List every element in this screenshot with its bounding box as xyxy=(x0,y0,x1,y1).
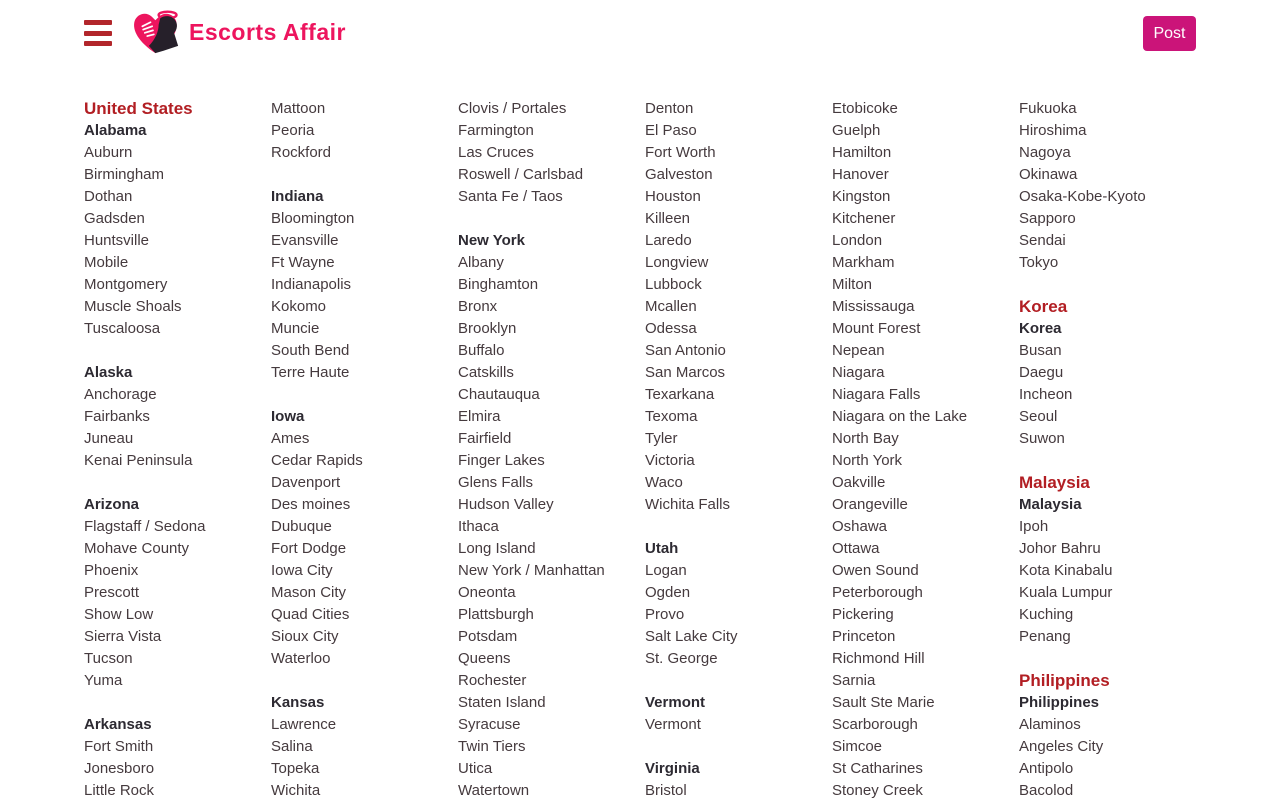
state-header: Indiana xyxy=(271,188,324,205)
city-link[interactable]: Ottawa xyxy=(832,540,880,557)
city-link[interactable]: Oneonta xyxy=(458,584,516,601)
hamburger-bar xyxy=(84,41,112,46)
city-link[interactable]: Birmingham xyxy=(84,166,165,183)
city-link[interactable]: Quad Cities xyxy=(271,606,350,623)
city-link[interactable]: Twin Tiers xyxy=(458,738,526,755)
city-link[interactable]: New York / Manhattan xyxy=(458,562,605,579)
city-link[interactable]: South Bend xyxy=(271,342,350,359)
city-link[interactable]: El Paso xyxy=(645,122,697,139)
city-link[interactable]: Flagstaff / Sedona xyxy=(84,518,206,535)
city-link[interactable]: Iowa City xyxy=(271,562,333,579)
city-link[interactable]: North York xyxy=(832,452,903,469)
spacer xyxy=(271,384,458,406)
state-header: Kansas xyxy=(271,694,325,711)
city-link[interactable]: Jonesboro xyxy=(84,760,155,777)
city-link[interactable]: Oakville xyxy=(832,474,886,491)
state-header: Korea xyxy=(1019,320,1062,337)
country-header: Korea xyxy=(1019,297,1068,316)
city-link[interactable]: Mount Forest xyxy=(832,320,921,337)
state-header: Arizona xyxy=(84,496,140,513)
city-link[interactable]: Kuala Lumpur xyxy=(1019,584,1113,601)
city-link[interactable]: Fort Worth xyxy=(645,144,716,161)
city-link[interactable]: Potsdam xyxy=(458,628,518,645)
city-link[interactable]: Juneau xyxy=(84,430,134,447)
city-link[interactable]: Bristol xyxy=(645,782,687,799)
city-link[interactable]: Rochester xyxy=(458,672,527,689)
city-link[interactable]: Tuscaloosa xyxy=(84,320,161,337)
spacer xyxy=(271,670,458,692)
post-button[interactable]: Post xyxy=(1143,16,1196,51)
city-link[interactable]: Muncie xyxy=(271,320,320,337)
state-header: Philippines xyxy=(1019,694,1100,711)
city-link[interactable]: Orangeville xyxy=(832,496,908,513)
city-link[interactable]: Angeles City xyxy=(1019,738,1104,755)
city-link[interactable]: Victoria xyxy=(645,452,695,469)
city-link[interactable]: Fairfield xyxy=(458,430,512,447)
city-link[interactable]: Dothan xyxy=(84,188,133,205)
city-link[interactable]: Kitchener xyxy=(832,210,896,227)
city-link[interactable]: Ithaca xyxy=(458,518,499,535)
hamburger-bar xyxy=(84,20,112,25)
city-link[interactable]: Queens xyxy=(458,650,511,667)
city-link[interactable]: Anchorage xyxy=(84,386,157,403)
city-link[interactable]: Wichita xyxy=(271,782,321,799)
city-link[interactable]: Kota Kinabalu xyxy=(1019,562,1113,579)
state-header: Malaysia xyxy=(1019,496,1082,513)
city-link[interactable]: Penang xyxy=(1019,628,1071,645)
city-link[interactable]: Des moines xyxy=(271,496,351,513)
city-link[interactable]: Roswell / Carlsbad xyxy=(458,166,584,183)
country-header: United States xyxy=(84,99,193,118)
city-link[interactable]: Logan xyxy=(645,562,687,579)
state-header: Arkansas xyxy=(84,716,152,733)
city-link[interactable]: Mattoon xyxy=(271,100,326,117)
city-link[interactable]: Busan xyxy=(1019,342,1062,359)
city-link[interactable]: Niagara on the Lake xyxy=(832,408,968,425)
city-link[interactable]: Texarkana xyxy=(645,386,715,403)
city-link[interactable]: Killeen xyxy=(645,210,691,227)
hamburger-bar xyxy=(84,31,112,36)
city-link[interactable]: Richmond Hill xyxy=(832,650,925,667)
city-link[interactable]: Ogden xyxy=(645,584,691,601)
city-link[interactable]: Galveston xyxy=(645,166,713,183)
city-link[interactable]: Kokomo xyxy=(271,298,327,315)
city-link[interactable]: Laredo xyxy=(645,232,692,249)
city-link[interactable]: Ames xyxy=(271,430,310,447)
city-link[interactable]: Elmira xyxy=(458,408,501,425)
city-link[interactable]: Finger Lakes xyxy=(458,452,545,469)
city-link[interactable]: Antipolo xyxy=(1019,760,1074,777)
city-link[interactable]: Longview xyxy=(645,254,709,271)
city-link[interactable]: Santa Fe / Taos xyxy=(458,188,563,205)
spacer xyxy=(1019,648,1206,670)
city-link[interactable]: Niagara Falls xyxy=(832,386,921,403)
city-link[interactable]: Hiroshima xyxy=(1019,122,1087,139)
city-link[interactable]: Kingston xyxy=(832,188,891,205)
hamburger-menu-icon[interactable] xyxy=(84,19,112,47)
city-link[interactable]: Las Cruces xyxy=(458,144,534,161)
state-header: Alabama xyxy=(84,122,147,139)
locations-column-1 xyxy=(84,98,271,800)
city-link[interactable]: Brooklyn xyxy=(458,320,517,337)
city-link[interactable]: Salina xyxy=(271,738,313,755)
city-link[interactable]: Syracuse xyxy=(458,716,521,733)
city-link[interactable]: Sapporo xyxy=(1019,210,1076,227)
city-link[interactable]: Sault Ste Marie xyxy=(832,694,935,711)
city-link[interactable]: Kenai Peninsula xyxy=(84,452,193,469)
city-link[interactable]: Rockford xyxy=(271,144,332,161)
city-link[interactable]: Bloomington xyxy=(271,210,355,227)
city-link[interactable]: Gadsden xyxy=(84,210,145,227)
city-link[interactable]: Watertown xyxy=(458,782,530,799)
state-header: Virginia xyxy=(645,760,700,777)
city-link[interactable]: Kuching xyxy=(1019,606,1074,623)
locations-column-5 xyxy=(832,98,1019,800)
city-link[interactable]: Chautauqua xyxy=(458,386,540,403)
city-link[interactable]: Hanover xyxy=(832,166,889,183)
city-link[interactable]: Mcallen xyxy=(645,298,697,315)
city-link[interactable]: Clovis / Portales xyxy=(458,100,567,117)
city-link[interactable]: Ipoh xyxy=(1019,518,1049,535)
city-link[interactable]: Vermont xyxy=(645,716,701,733)
state-header: Vermont xyxy=(645,694,706,711)
city-link[interactable]: Lubbock xyxy=(645,276,702,293)
city-link[interactable]: Glens Falls xyxy=(458,474,534,491)
spacer xyxy=(458,208,645,230)
state-header: Iowa xyxy=(271,408,305,425)
city-link[interactable]: Salt Lake City xyxy=(645,628,738,645)
city-link[interactable]: Osaka-Kobe-Kyoto xyxy=(1019,188,1146,205)
city-link[interactable]: Seoul xyxy=(1019,408,1058,425)
city-link[interactable]: Auburn xyxy=(84,144,133,161)
city-link[interactable]: Pickering xyxy=(832,606,894,623)
city-link[interactable]: Tucson xyxy=(84,650,133,667)
city-link[interactable]: San Marcos xyxy=(645,364,726,381)
city-link[interactable]: Huntsville xyxy=(84,232,150,249)
city-link[interactable]: Binghamton xyxy=(458,276,539,293)
city-link[interactable]: Long Island xyxy=(458,540,536,557)
city-link[interactable]: Wichita Falls xyxy=(645,496,731,513)
city-link[interactable]: Tyler xyxy=(645,430,678,447)
country-header: Philippines xyxy=(1019,671,1110,690)
heart-logo-icon xyxy=(131,8,183,56)
state-header: Alaska xyxy=(84,364,133,381)
city-link[interactable]: Sioux City xyxy=(271,628,339,645)
city-link[interactable]: Ft Wayne xyxy=(271,254,335,271)
city-link[interactable]: Milton xyxy=(832,276,873,293)
city-link[interactable]: Topeka xyxy=(271,760,320,777)
city-link[interactable]: St Catharines xyxy=(832,760,923,777)
city-link[interactable]: Fort Smith xyxy=(84,738,154,755)
locations-grid xyxy=(0,70,1280,800)
city-link[interactable]: Cedar Rapids xyxy=(271,452,363,469)
city-link[interactable]: Catskills xyxy=(458,364,514,381)
city-link[interactable]: Stoney Creek xyxy=(832,782,923,799)
city-link[interactable]: Waco xyxy=(645,474,683,491)
locations-column-2 xyxy=(271,98,458,800)
city-link[interactable]: Provo xyxy=(645,606,685,623)
city-link[interactable]: Tokyo xyxy=(1019,254,1059,271)
city-link[interactable]: Evansville xyxy=(271,232,339,249)
city-link[interactable]: Prescott xyxy=(84,584,140,601)
city-link[interactable]: Montgomery xyxy=(84,276,168,293)
city-link[interactable]: Odessa xyxy=(645,320,697,337)
city-link[interactable]: Show Low xyxy=(84,606,154,623)
city-link[interactable]: Peoria xyxy=(271,122,315,139)
spacer xyxy=(645,736,832,758)
city-link[interactable]: Albany xyxy=(458,254,504,271)
city-link[interactable]: Phoenix xyxy=(84,562,139,579)
city-link[interactable]: Mobile xyxy=(84,254,129,271)
locations-column-6 xyxy=(1019,98,1206,800)
city-link[interactable]: Sendai xyxy=(1019,232,1066,249)
city-link[interactable]: Daegu xyxy=(1019,364,1064,381)
city-link[interactable]: Oshawa xyxy=(832,518,888,535)
city-link[interactable]: Farmington xyxy=(458,122,534,139)
top-bar xyxy=(0,0,1280,70)
country-header: Malaysia xyxy=(1019,473,1090,492)
city-link[interactable]: Niagara xyxy=(832,364,885,381)
city-link[interactable]: Bronx xyxy=(458,298,498,315)
city-link[interactable]: Denton xyxy=(645,100,694,117)
brand-name: Escorts Affair xyxy=(189,18,346,45)
city-link[interactable]: St. George xyxy=(645,650,718,667)
city-link[interactable]: Nepean xyxy=(832,342,885,359)
city-link[interactable]: Utica xyxy=(458,760,493,777)
city-link[interactable]: Sierra Vista xyxy=(84,628,162,645)
spacer xyxy=(645,670,832,692)
city-link[interactable]: Little Rock xyxy=(84,782,155,799)
city-link[interactable]: Markham xyxy=(832,254,895,271)
city-link[interactable]: Hudson Valley xyxy=(458,496,554,513)
city-link[interactable]: Okinawa xyxy=(1019,166,1078,183)
city-link[interactable]: Guelph xyxy=(832,122,881,139)
city-link[interactable]: San Antonio xyxy=(645,342,726,359)
city-link[interactable]: Indianapolis xyxy=(271,276,352,293)
city-link[interactable]: Hamilton xyxy=(832,144,892,161)
spacer xyxy=(1019,450,1206,472)
city-link[interactable]: Bacolod xyxy=(1019,782,1074,799)
city-link[interactable]: Davenport xyxy=(271,474,341,491)
city-link[interactable]: Alaminos xyxy=(1019,716,1081,733)
locations-column-4 xyxy=(645,98,832,800)
city-link[interactable]: Simcoe xyxy=(832,738,883,755)
city-link[interactable]: Owen Sound xyxy=(832,562,919,579)
city-link[interactable]: Dubuque xyxy=(271,518,332,535)
city-link[interactable]: Fort Dodge xyxy=(271,540,347,557)
city-link[interactable]: Mohave County xyxy=(84,540,190,557)
city-link[interactable]: Yuma xyxy=(84,672,123,689)
city-link[interactable]: Suwon xyxy=(1019,430,1065,447)
city-link[interactable]: Buffalo xyxy=(458,342,505,359)
state-header: Utah xyxy=(645,540,679,557)
spacer xyxy=(84,692,271,714)
locations-column-3 xyxy=(458,98,645,800)
city-link[interactable]: London xyxy=(832,232,883,249)
city-link[interactable]: Plattsburgh xyxy=(458,606,534,623)
city-link[interactable]: Houston xyxy=(645,188,701,205)
city-link[interactable]: Waterloo xyxy=(271,650,331,667)
city-link[interactable]: Nagoya xyxy=(1019,144,1071,161)
city-link[interactable]: Terre Haute xyxy=(271,364,350,381)
city-link[interactable]: Mississauga xyxy=(832,298,915,315)
city-link[interactable]: Mason City xyxy=(271,584,347,601)
city-link[interactable]: Fairbanks xyxy=(84,408,150,425)
city-link[interactable]: Peterborough xyxy=(832,584,923,601)
brand-logo[interactable] xyxy=(131,8,346,56)
city-link[interactable]: Muscle Shoals xyxy=(84,298,182,315)
city-link[interactable]: Johor Bahru xyxy=(1019,540,1101,557)
city-link[interactable]: Etobicoke xyxy=(832,100,898,117)
city-link[interactable]: Incheon xyxy=(1019,386,1073,403)
city-link[interactable]: Sarnia xyxy=(832,672,876,689)
city-link[interactable]: North Bay xyxy=(832,430,899,447)
spacer xyxy=(271,164,458,186)
city-link[interactable]: Scarborough xyxy=(832,716,918,733)
city-link[interactable]: Texoma xyxy=(645,408,698,425)
spacer xyxy=(84,340,271,362)
spacer xyxy=(84,472,271,494)
spacer xyxy=(1019,274,1206,296)
city-link[interactable]: Princeton xyxy=(832,628,896,645)
city-link[interactable]: Staten Island xyxy=(458,694,546,711)
spacer xyxy=(645,516,832,538)
city-link[interactable]: Lawrence xyxy=(271,716,337,733)
city-link[interactable]: Fukuoka xyxy=(1019,100,1077,117)
state-header: New York xyxy=(458,232,525,249)
